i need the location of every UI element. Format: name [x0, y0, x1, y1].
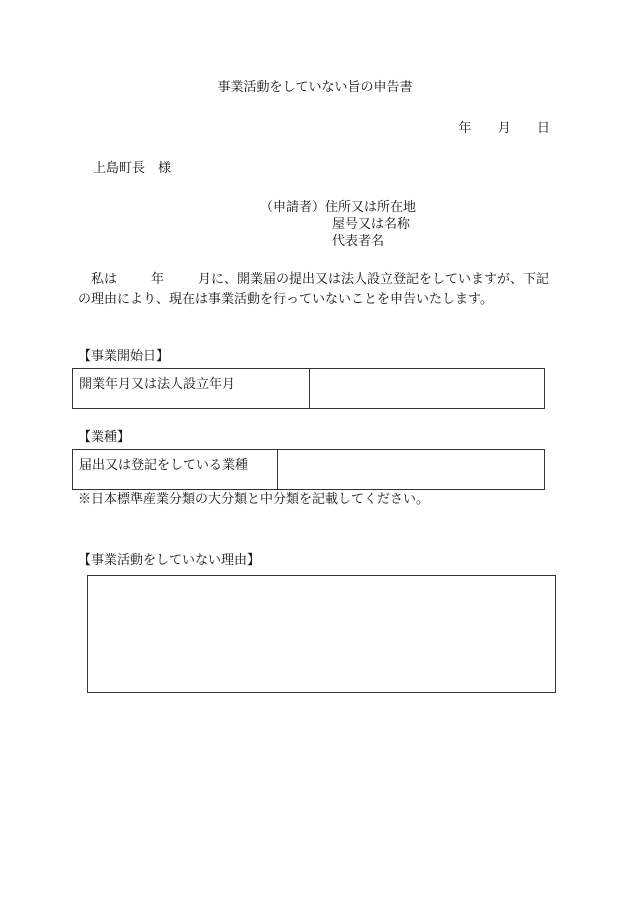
start-date-label: 開業年月又は法人設立年月 [79, 377, 236, 392]
declaration-part1: 私は [78, 272, 118, 287]
applicant-address-label: 住所又は所在地 [325, 200, 417, 215]
addressee: 上島町長 様 [93, 161, 172, 176]
date-day: 日 [536, 121, 550, 136]
start-date-table [72, 368, 545, 409]
applicant-block [260, 199, 416, 250]
applicant-representative-label: 代表者名 [332, 234, 385, 249]
industry-table [72, 449, 545, 490]
industry-label: 届出又は登記をしている業種 [79, 458, 249, 473]
start-date-heading: 【事業開始日】 [78, 349, 170, 364]
date-month: 月 [497, 121, 511, 136]
date-line [458, 121, 550, 137]
declaration-text [78, 270, 558, 310]
reason-box[interactable] [87, 575, 556, 693]
industry-heading: 【業種】 [78, 430, 131, 445]
date-year: 年 [458, 121, 472, 136]
document-title: 事業活動をしていない旨の申告書 [217, 80, 413, 95]
declaration-year-unit: 年 [151, 272, 165, 287]
industry-note: ※日本標準産業分類の大分類と中分類を記載してください。 [78, 492, 430, 507]
start-date-value-cell[interactable] [310, 369, 544, 408]
declaration-part3: 月に、開業届の提出又は法人設立登記をしていますが、下記の理由により、現在は事業活動を行っていないことを申告いたします。 [78, 272, 550, 307]
applicant-prefix: （申請者） [260, 200, 326, 215]
reason-heading: 【事業活動をしていない理由】 [78, 553, 261, 568]
industry-value-cell[interactable] [278, 450, 544, 489]
applicant-trade-name-label: 屋号又は名称 [332, 217, 411, 232]
